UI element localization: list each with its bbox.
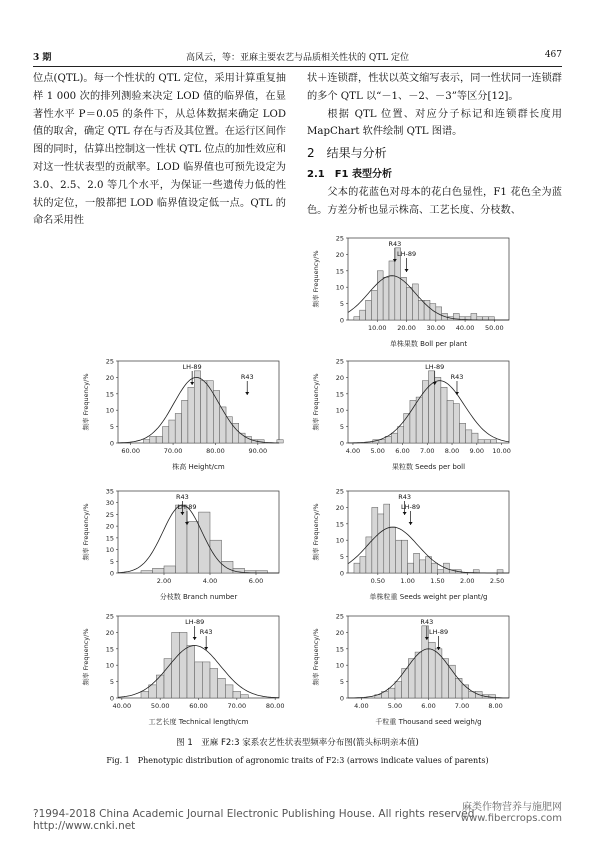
chart-technical-length [80, 610, 285, 732]
y-axis-label: 频率 Frequency/% [82, 373, 90, 431]
y-tick-label: 20 [105, 373, 114, 382]
histogram-bar [484, 440, 490, 443]
y-tick-label: 0 [339, 694, 344, 703]
y-tick-label: 15 [335, 645, 344, 654]
histogram-bar [201, 381, 207, 443]
page-number: 467 [544, 50, 562, 60]
histogram-bar [366, 300, 372, 320]
histogram-bar [407, 287, 413, 320]
right-column [307, 70, 562, 220]
x-tick-label: 4.00 [202, 577, 218, 585]
y-tick-label: 15 [335, 390, 344, 399]
x-tick-label: 2.50 [489, 577, 505, 585]
histogram-bar [371, 290, 377, 320]
histogram-bar [222, 561, 234, 573]
y-tick-label: 20 [335, 250, 344, 259]
histogram-bar [396, 540, 402, 573]
chart-svg [80, 355, 285, 473]
parent-label: LH-89 [401, 503, 421, 511]
histogram-bar [233, 691, 241, 698]
y-tick-label: 25 [335, 487, 344, 496]
histogram-bar [195, 662, 203, 698]
histogram-bar [497, 570, 503, 573]
histogram-bar [378, 514, 384, 573]
x-tick-label: 60.00 [121, 447, 141, 455]
x-tick-label: 10.00 [492, 447, 511, 455]
histogram-bar [354, 563, 360, 573]
histogram-bar [459, 423, 465, 443]
y-tick-label: 20 [335, 373, 344, 382]
histogram-bar [441, 387, 447, 443]
chart-svg [310, 485, 515, 603]
x-tick-label: 70.00 [227, 702, 247, 710]
histogram-bar [416, 397, 422, 443]
histogram-bar [360, 557, 366, 573]
x-tick-label: 10.00 [367, 324, 387, 332]
y-tick-label: 15 [105, 645, 114, 654]
y-tick-label: 25 [105, 612, 114, 621]
left-paragraph: 位点(QTL)。每一个性状的 QTL 定位，采用计算重复抽样 1 000 次的排列测验来决定 LOD 值的临界值，在显著性水平 P＝0.05 的条件下，从总体数据来确定 LOD 值的取舍，确定 QTL 存在与否及其位置。在运行区间作图的同时，估算出控制这一性状 QTL 位点的加性效应和对这一性状表型的贡献率。LOD 临界值也可预先设定为 3.0、2.5、2.0 等几个水平，为保证一些遗传力低的性状的定位，一般都把 LOD 临界值设定低一点。QTL 的命名采用性 [33, 73, 286, 227]
y-tick-label: 35 [105, 487, 114, 496]
histogram-bar [402, 540, 408, 573]
parent-label: R43 [199, 628, 213, 636]
figure-caption-en: Fig. 1 Phenotypic distribution of agronomic traits of F2:3 (arrows indicate values of parents) [106, 756, 489, 765]
histogram-bar [210, 668, 218, 698]
histogram-bar [489, 317, 495, 320]
x-tick-label: 80.00 [206, 447, 225, 455]
chart-svg [80, 610, 285, 728]
y-tick-label: 10 [335, 536, 344, 545]
parent-label: LH-89 [182, 363, 202, 371]
x-tick-label: 6.00 [395, 447, 410, 455]
histogram-bar [241, 695, 249, 698]
y-tick-label: 15 [105, 390, 114, 399]
parent-label: LH-89 [185, 618, 205, 626]
y-axis-label: 频率 Frequency/% [82, 503, 90, 561]
left-column [33, 70, 286, 230]
x-tick-label: 5.00 [387, 702, 403, 710]
histogram-bar [164, 659, 172, 698]
histogram-bar [143, 440, 149, 443]
chart-svg [80, 485, 285, 603]
y-tick-label: 25 [105, 510, 114, 519]
arrow-head [193, 637, 197, 640]
arrow-head [409, 522, 413, 525]
chart-svg [310, 232, 515, 350]
x-tick-label: 1.00 [400, 577, 415, 585]
histogram-bar [366, 537, 372, 573]
histogram-bar [141, 571, 153, 573]
histogram-bar [225, 685, 233, 698]
histogram-bar [490, 440, 496, 443]
histogram-bar [162, 427, 168, 443]
histogram-bar [187, 646, 195, 698]
y-axis-label: 频率 Frequency/% [312, 503, 320, 561]
y-axis-label: 频率 Frequency/% [82, 628, 90, 686]
y-tick-label: 0 [109, 694, 114, 703]
y-tick-label: 5 [109, 423, 114, 432]
histogram-bar [389, 261, 395, 320]
y-tick-label: 10 [335, 283, 344, 292]
histogram-bar [199, 512, 211, 573]
parent-label: LH-89 [428, 628, 449, 636]
site-name: 麻类作物营养与施肥网 [462, 802, 562, 813]
histogram-bar [156, 436, 162, 443]
x-tick-label: 70.00 [163, 447, 183, 455]
y-tick-label: 5 [339, 423, 344, 432]
y-tick-label: 5 [109, 678, 114, 687]
x-axis-label: 单株粒重 Seeds weight per plant/g [369, 593, 488, 601]
histogram-bar [412, 284, 418, 320]
histogram-bar [150, 436, 156, 443]
histogram-bar [218, 678, 226, 698]
histogram-bar [410, 400, 416, 443]
x-tick-label: 50.00 [150, 702, 170, 710]
histogram-bar [377, 271, 383, 320]
y-tick-label: 15 [335, 520, 344, 529]
parent-label: R43 [388, 240, 402, 248]
footer [33, 802, 562, 832]
histogram-bar [172, 632, 180, 698]
x-tick-label: 2.00 [460, 577, 475, 585]
histogram-bar [478, 440, 484, 443]
x-axis-label: 分枝数 Branch number [159, 593, 238, 601]
histogram-bar [422, 626, 429, 698]
histogram-bar [388, 688, 395, 698]
x-tick-label: 4.00 [345, 447, 361, 455]
histogram-bar [404, 413, 410, 443]
y-tick-label: 5 [339, 553, 344, 562]
x-tick-label: 7.00 [420, 447, 435, 455]
y-tick-label: 10 [105, 546, 114, 555]
x-tick-label: 40.00 [455, 324, 475, 332]
y-tick-label: 20 [105, 628, 114, 637]
histogram-bar [431, 563, 437, 573]
x-tick-label: 5.00 [370, 447, 385, 455]
histogram-bar [398, 427, 404, 443]
parent-label: LH-89 [396, 250, 417, 258]
histogram-bar [176, 505, 188, 573]
histogram-bar [354, 317, 360, 320]
histogram-bar [420, 560, 426, 573]
x-tick-label: 1.50 [430, 577, 445, 585]
y-axis-label: 频率 Frequency/% [312, 373, 320, 431]
parent-label: LH-89 [177, 503, 197, 511]
histogram-bar [418, 300, 424, 320]
chart-svg [310, 355, 515, 473]
chart-boll-per-plant [310, 232, 515, 354]
arrow-head [405, 269, 409, 272]
x-axis-label: 千粒重 Thousand seed weigh/g [375, 718, 482, 726]
y-tick-label: 10 [335, 661, 344, 670]
histogram-bar [188, 387, 194, 443]
histogram-bar [462, 685, 469, 698]
histogram-bar [415, 652, 422, 698]
histogram-bar [385, 436, 391, 443]
x-axis-label: 单株果数 Boll per plant [389, 340, 468, 348]
parent-label: R43 [420, 618, 434, 626]
chart-branch-number [80, 485, 285, 607]
x-tick-label: 60.00 [189, 702, 208, 710]
running-title: 高风云，等：亚麻主要农艺与品质相关性状的 QTL 定位 [185, 53, 410, 63]
y-tick-label: 10 [105, 406, 114, 415]
y-tick-label: 0 [109, 439, 114, 448]
x-tick-label: 7.00 [454, 702, 470, 710]
x-tick-label: 6.00 [248, 577, 264, 585]
histogram-bar [395, 248, 401, 320]
y-tick-label: 30 [105, 499, 114, 508]
y-tick-label: 5 [109, 557, 114, 566]
y-tick-label: 25 [105, 357, 114, 366]
histogram-bar [220, 407, 226, 443]
histogram-bar [391, 433, 397, 443]
y-tick-label: 0 [339, 439, 344, 448]
y-tick-label: 0 [339, 569, 344, 578]
section-heading: 2 结果与分析 [307, 146, 387, 161]
x-tick-label: 30.00 [426, 324, 446, 332]
x-tick-label: 80.00 [265, 702, 285, 710]
y-axis-label: 频率 Frequency/% [312, 628, 320, 686]
x-tick-label: 0.50 [370, 577, 386, 585]
chart-seed-weight [310, 485, 515, 607]
parent-label: LH-89 [425, 363, 445, 371]
site-url: www.fibercrops.com [460, 813, 562, 824]
y-tick-label: 5 [339, 300, 344, 309]
y-tick-label: 20 [105, 522, 114, 531]
chart-seeds-per-boll [310, 355, 515, 477]
histogram-bar [153, 568, 165, 573]
x-tick-label: 2.00 [156, 577, 172, 585]
histogram-bar [175, 413, 181, 443]
right-paragraph-1: 状＋连锁群，性状以英文缩写表示，同一性状同一连锁群的多个 QTL 以“－1、－2、－3”等区分[12]。 [307, 73, 562, 102]
right-paragraph-2: 根据 QTL 位置、对应分子标记和连锁群长度用 MapChart 软件绘制 QTL 图谱。 [307, 108, 562, 138]
y-tick-label: 15 [105, 534, 114, 543]
x-tick-label: 4.00 [354, 702, 369, 710]
issue-number: 3 期 [33, 53, 52, 63]
y-axis-label: 频率 Frequency/% [312, 250, 320, 308]
histogram-bar [477, 317, 483, 320]
site-watermark [461, 802, 562, 824]
histogram-bar [471, 313, 477, 320]
histogram-bar [182, 400, 188, 443]
histogram-bar [141, 691, 149, 698]
histogram-bar [414, 553, 420, 573]
x-axis-label: 果粒数 Seeds per boll [391, 463, 466, 471]
arrow-head [190, 382, 194, 385]
parent-label: R43 [398, 493, 412, 501]
chart-svg [310, 610, 515, 728]
histogram-bar [207, 381, 213, 443]
y-tick-label: 25 [335, 357, 344, 366]
parent-label: R43 [240, 373, 254, 381]
histogram-bar [187, 521, 199, 573]
y-tick-label: 10 [335, 406, 344, 415]
y-tick-label: 5 [339, 678, 344, 687]
histogram-bar [455, 678, 462, 698]
histogram-bar [436, 307, 442, 320]
arrow-head [245, 392, 249, 395]
y-tick-label: 25 [335, 612, 344, 621]
y-tick-label: 25 [335, 234, 344, 243]
histogram-bar [408, 563, 414, 573]
y-tick-label: 10 [105, 661, 114, 670]
copyright-text: ?1994-2018 China Academic Journal Electronic Publishing House. All rights reserved. http://www.cnki.net [33, 808, 478, 832]
histogram-bar [164, 566, 176, 573]
chart-height [80, 355, 285, 477]
histogram-bar [360, 310, 366, 320]
x-tick-label: 8.00 [444, 447, 460, 455]
histogram-bar [194, 371, 200, 443]
x-tick-label: 50.00 [485, 324, 504, 332]
y-tick-label: 0 [109, 569, 114, 578]
x-tick-label: 20.00 [397, 324, 416, 332]
header-rule [33, 66, 562, 67]
y-tick-label: 20 [335, 503, 344, 512]
histogram-bar [179, 632, 187, 698]
right-paragraph-3: 父本的花蓝色对母本的花白色显性，F1 花色全为蓝色。方差分析也显示株高、工艺长度、分枝数、 [307, 187, 562, 216]
histogram-bar [472, 433, 478, 443]
subsection-heading: 2.1 F1 表型分析 [307, 169, 392, 181]
y-tick-label: 0 [339, 316, 344, 325]
histogram-bar [466, 430, 472, 443]
x-axis-label: 株高 Height/cm [172, 463, 225, 471]
histogram-bar [384, 504, 390, 573]
arrow-head [403, 512, 407, 515]
histogram-bar [383, 277, 389, 320]
arrow-head [455, 392, 459, 395]
histogram-bar [402, 668, 409, 698]
x-tick-label: 40.00 [112, 702, 132, 710]
figure-caption-cn: 图 1 亚麻 F2:3 家系农艺性状表型频率分布图(箭头标明亲本值) [176, 738, 419, 748]
histogram-bar [447, 400, 453, 443]
histogram-bar [202, 662, 210, 698]
parent-label: R43 [450, 373, 464, 381]
histogram-bar [435, 377, 441, 443]
y-tick-label: 15 [335, 267, 344, 276]
histogram-bar [379, 440, 385, 443]
histogram-bar [169, 420, 175, 443]
y-tick-label: 20 [335, 628, 344, 637]
chart-thousand-seed-weight [310, 610, 515, 732]
histogram-bar [483, 317, 489, 320]
histogram-bar [149, 685, 157, 698]
histogram-bar [401, 277, 407, 320]
x-tick-label: 90.00 [248, 447, 268, 455]
x-tick-label: 8.00 [488, 702, 503, 710]
histogram-bar [390, 527, 396, 573]
x-axis-label: 工艺长度 Technical length/cm [148, 718, 249, 726]
x-tick-label: 6.00 [421, 702, 436, 710]
running-header [33, 50, 562, 66]
histogram-bar [453, 404, 459, 443]
x-tick-label: 9.00 [469, 447, 485, 455]
parent-label: R43 [176, 493, 189, 501]
histogram-bar [395, 682, 402, 698]
histogram-bar [429, 371, 435, 443]
histogram-bar [426, 557, 432, 573]
histogram-bar [437, 570, 443, 573]
